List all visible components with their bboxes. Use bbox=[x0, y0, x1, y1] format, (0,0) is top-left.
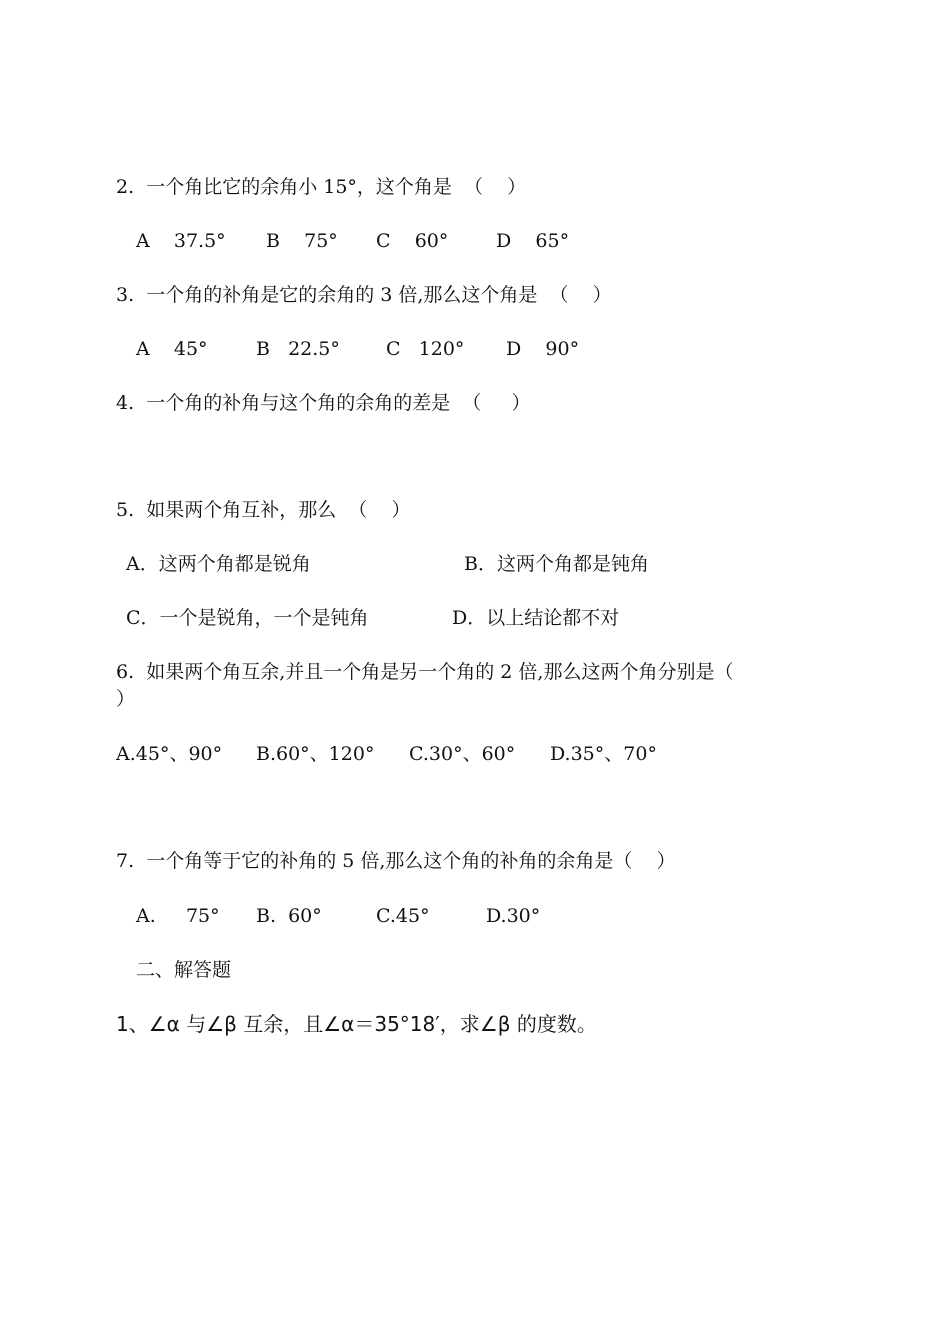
q7-option-d: D.30° bbox=[486, 905, 541, 927]
q6-option-d: D.35°、70° bbox=[550, 743, 657, 765]
question-3-stem: 3. 一个角的补角是它的余角的 3 倍,那么这个角是 （ ） bbox=[116, 284, 612, 306]
section-2-heading: 二、解答题 bbox=[136, 959, 232, 981]
q3-option-d: D 90° bbox=[506, 338, 580, 360]
q2-option-c: C 60° bbox=[376, 230, 449, 252]
q6-option-b: B.60°、120° bbox=[256, 743, 375, 765]
q7-option-c: C.45° bbox=[376, 905, 430, 927]
q5-option-c: C．一个是锐角，一个是钝角 bbox=[126, 607, 369, 629]
q2-option-d: D 65° bbox=[496, 230, 570, 252]
q6-option-a: A.45°、90° bbox=[116, 743, 223, 765]
q7-option-b: B. 60° bbox=[256, 905, 322, 927]
q5-option-a: A．这两个角都是锐角 bbox=[126, 553, 311, 575]
q7-option-a: A. 75° bbox=[136, 905, 220, 927]
q3-option-c: C 120° bbox=[386, 338, 465, 360]
q3-option-a: A 45° bbox=[136, 338, 208, 360]
q3-option-b: B 22.5° bbox=[256, 338, 340, 360]
question-5-stem: 5. 如果两个角互补，那么 （ ） bbox=[116, 499, 411, 521]
q2-option-a: A 37.5° bbox=[136, 230, 226, 252]
question-6-stem-line1: 6. 如果两个角互余,并且一个角是另一个角的 2 倍,那么这两个角分别是（ bbox=[116, 661, 734, 683]
q5-option-b: B．这两个角都是钝角 bbox=[464, 553, 649, 575]
q6-option-c: C.30°、60° bbox=[409, 743, 516, 765]
question-7-stem: 7. 一个角等于它的补角的 5 倍,那么这个角的补角的余角是（ ） bbox=[116, 850, 676, 872]
question-2-stem: 2. 一个角比它的余角小 15°，这个角是 （ ） bbox=[116, 176, 527, 198]
answer-question-1: 1、∠α 与∠β 互余，且∠α＝35°18′，求∠β 的度数。 bbox=[116, 1012, 597, 1036]
question-4-stem: 4. 一个角的补角与这个角的余角的差是 （ ） bbox=[116, 392, 531, 414]
q5-option-d: D．以上结论都不对 bbox=[452, 607, 620, 629]
q2-option-b: B 75° bbox=[266, 230, 338, 252]
question-6-stem-line2: ） bbox=[116, 688, 136, 710]
